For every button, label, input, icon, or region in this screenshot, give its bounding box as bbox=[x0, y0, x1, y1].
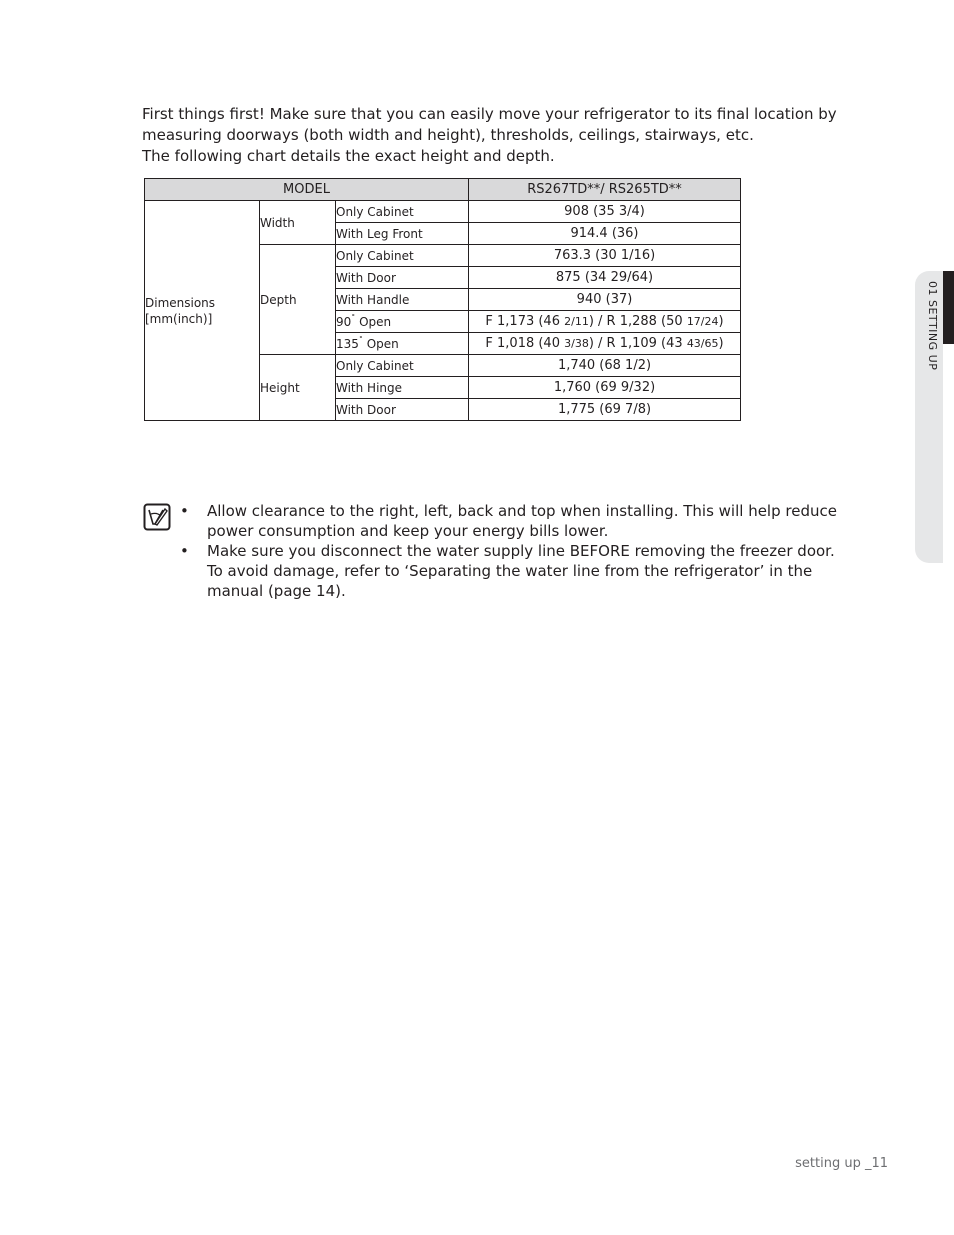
value-cell: 908 (35 3/4) bbox=[469, 201, 741, 223]
angle-value: 90 bbox=[336, 314, 352, 329]
chapter-tab-label: 01 SETTING UP bbox=[926, 281, 939, 371]
notes-list bbox=[180, 501, 850, 601]
sub-label-135-open bbox=[336, 333, 469, 355]
chapter-tab-strip bbox=[942, 344, 954, 563]
front-value: F 1,173 (46 bbox=[485, 314, 565, 329]
rear-fraction: 17/24 bbox=[686, 315, 719, 328]
sub-label: With Door bbox=[336, 399, 469, 421]
bullet: • bbox=[180, 542, 189, 560]
list-item bbox=[180, 501, 850, 541]
sub-label: With Leg Front bbox=[336, 223, 469, 245]
degree-mark: ˚ bbox=[351, 313, 356, 323]
note-pencil-icon bbox=[143, 503, 171, 531]
note-text: Make sure you disconnect the water supply line BEFORE removing the freezer door. bbox=[207, 542, 835, 560]
front-fraction: 2/11 bbox=[564, 315, 589, 328]
bullet: • bbox=[180, 502, 189, 520]
degree-mark: ˚ bbox=[358, 335, 363, 345]
sub-label: Only Cabinet bbox=[336, 355, 469, 377]
value-cell: 875 (34 29/64) bbox=[469, 267, 741, 289]
sub-label: With Door bbox=[336, 267, 469, 289]
angle-value: 135 bbox=[336, 336, 359, 351]
value-cell: 940 (37) bbox=[469, 289, 741, 311]
header-model-number: RS267TD**/ RS265TD** bbox=[469, 179, 741, 201]
value-cell: 1,760 (69 9/32) bbox=[469, 377, 741, 399]
width-label: Width bbox=[260, 201, 336, 245]
sub-label: Only Cabinet bbox=[336, 245, 469, 267]
dimensions-unit-label: [mm(inch)] bbox=[145, 311, 213, 326]
height-label: Height bbox=[260, 355, 336, 421]
list-item bbox=[180, 541, 850, 601]
value-cell-135-open bbox=[469, 333, 741, 355]
sub-label: With Handle bbox=[336, 289, 469, 311]
closing-paren: ) bbox=[718, 314, 724, 329]
intro-text bbox=[142, 104, 872, 167]
open-label: Open bbox=[362, 336, 399, 351]
header-model: MODEL bbox=[145, 179, 469, 201]
front-value: F 1,018 (40 bbox=[485, 336, 565, 351]
table-header-row bbox=[145, 179, 741, 201]
rear-fraction: 43/65 bbox=[686, 337, 719, 350]
value-cell: 914.4 (36) bbox=[469, 223, 741, 245]
dimensions-table bbox=[144, 178, 741, 421]
sub-label: Only Cabinet bbox=[336, 201, 469, 223]
depth-label: Depth bbox=[260, 245, 336, 355]
table-row bbox=[145, 201, 741, 223]
intro-paragraph-2: The following chart details the exact height and depth. bbox=[142, 147, 555, 165]
dimensions-label: Dimensions bbox=[145, 295, 216, 310]
chapter-tab-marker bbox=[943, 271, 954, 344]
note-text: To avoid damage, refer to ‘Separating the water line from the refrigerator’ in the manual (page 14). bbox=[207, 562, 813, 600]
sub-label-90-open bbox=[336, 311, 469, 333]
closing-paren: ) bbox=[718, 336, 724, 351]
front-fraction: 3/38 bbox=[564, 337, 589, 350]
open-label: Open bbox=[355, 314, 392, 329]
note-text: Allow clearance to the right, left, back and top when installing. This will help reduce power consumption and keep your energy bills lower. bbox=[207, 502, 837, 540]
page-footer: setting up _11 bbox=[795, 1156, 888, 1171]
rear-value: ) / R 1,288 (50 bbox=[588, 314, 687, 329]
value-cell: 763.3 (30 1/16) bbox=[469, 245, 741, 267]
dimensions-group-cell bbox=[145, 201, 260, 421]
value-cell: 1,740 (68 1/2) bbox=[469, 355, 741, 377]
sub-label: With Hinge bbox=[336, 377, 469, 399]
intro-paragraph-1: First things first! Make sure that you can easily move your refrigerator to its final location by measuring doorways (both width and height), thresholds, ceilings, stairways, etc. bbox=[142, 105, 837, 144]
value-cell-90-open bbox=[469, 311, 741, 333]
rear-value: ) / R 1,109 (43 bbox=[588, 336, 687, 351]
value-cell: 1,775 (69 7/8) bbox=[469, 399, 741, 421]
